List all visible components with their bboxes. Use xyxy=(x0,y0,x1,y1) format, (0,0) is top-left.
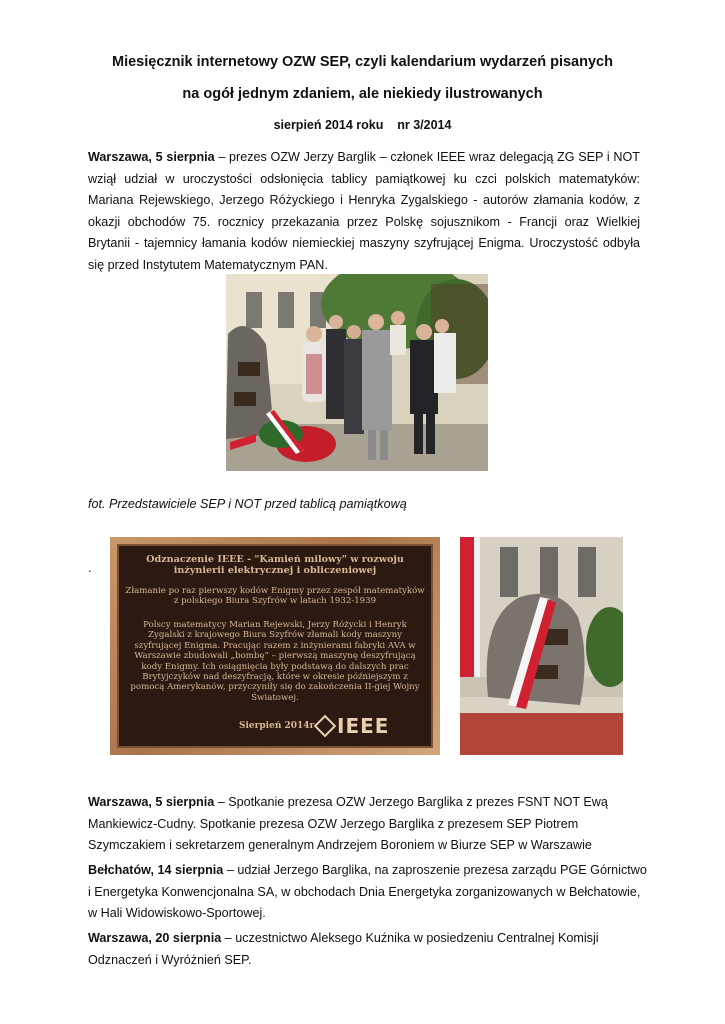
newsletter-title-line1: Miesięcznik internetowy OZW SEP, czyli kalendarium wydarzeń pisanych xyxy=(112,54,613,70)
issue-line: sierpień 2014 roku nr 3/2014 xyxy=(273,118,452,132)
entry-3-text: – udział Jerzego Barglika, na zaproszenie prezesa zarządu PGE Górnictwo i Energetyka Konwencjonalna SA, w obchodach Dnia Energetyka zorganizowanych w Bełchatowie, w Hali Widowiskowo-Sportowej. xyxy=(88,863,647,920)
entry-3 xyxy=(88,860,648,925)
ieee-logo: IEEE xyxy=(337,714,390,738)
plaque-subheading: Złamanie po raz pierwszy kodów Enigmy przez zespół matematyków z polskiego Biura Szyfrów w latach 1932-1939 xyxy=(125,586,425,606)
separator-dot: . xyxy=(88,560,92,575)
entry-4-place-date: Warszawa, 20 sierpnia xyxy=(88,931,222,945)
entry-1-text: – prezes OZW Jerzy Barglik – członek IEEE wraz delegacją ZG SEP i NOT wziął udział w uroczystości odsłonięcia tablicy pamiątkowej ku czci polskich matematyków: Mariana Rejewskiego, Jerzego Różyckiego i Henryka Zygalskiego - autorów złamania kodów, z okazji obchodów 75. rocznicy przekazania przez Polskę sojusznikom - Francji oraz Wielkiej Brytanii - tajemnicy łamania kodów niemieckiej maszyny szyfrującej Enigma. Uroczystość odbyła się przed Instytutem Matematycznym PAN. xyxy=(88,150,640,272)
memorial-stone-illustration xyxy=(460,537,623,755)
entry-2 xyxy=(88,792,628,857)
group-photo xyxy=(226,274,488,471)
plaque-date: Sierpień 2014r xyxy=(239,721,315,731)
entry-1-place-date: Warszawa, 5 sierpnia xyxy=(88,150,215,164)
newsletter-title-line2: na ogół jednym zdaniem, ale niekiedy ilustrowanych xyxy=(182,86,543,102)
ieee-plaque-face xyxy=(117,544,433,748)
entry-4-text: – uczestnictwo Aleksego Kuźnika w posiedzeniu Centralnej Komisji Odznaczeń i Wyróżnień SEP. xyxy=(88,931,599,967)
entry-3-place-date: Bełchatów, 14 sierpnia xyxy=(88,863,224,877)
ieee-plaque xyxy=(110,537,440,755)
ieee-diamond-icon xyxy=(314,715,337,738)
photo-caption: fot. Przedstawiciele SEP i NOT przed tablicą pamiątkową xyxy=(88,497,407,511)
plaque-heading: Odznaczenie IEEE - "Kamień milowy" w rozwoju inżynierii elektrycznej i obliczeniowej xyxy=(146,554,404,576)
plaque-body: Polscy matematycy Marian Rejewski, Jerzy Różycki i Henryk Zygalski z krajowego Biura Szyfrów złamali kody maszyny szyfrującej Enigma. Pracując razem z inżynierami fabryki AVA w Warszawie zbudowali „bombę” – pierwszą maszynę deszyfrującą kody Enigmy. Ich osiągnięcia były podstawą do dalszych prac Brytyjczyków nad deszyfracją, które w okresie późniejszym z pomocą Amerykanów, przyczyniły się do zakończenia II-giej Wojny Światowej. xyxy=(130,620,420,703)
memorial-stone-photo xyxy=(460,537,623,755)
entry-4 xyxy=(88,928,648,971)
entry-1 xyxy=(88,147,640,276)
group-photo-illustration xyxy=(226,274,488,471)
entry-2-text: – Spotkanie prezesa OZW Jerzego Barglika z prezes FSNT NOT Ewą Mankiewicz-Cudny. Spotkanie prezesa OZW Jerzego Barglika z prezesem SEP Piotrem Szymczakiem i sekretarzem generalnym Andrzejem Boroniem w Biurze SEP w Warszawie xyxy=(88,795,608,852)
entry-2-place-date: Warszawa, 5 sierpnia xyxy=(88,795,215,809)
